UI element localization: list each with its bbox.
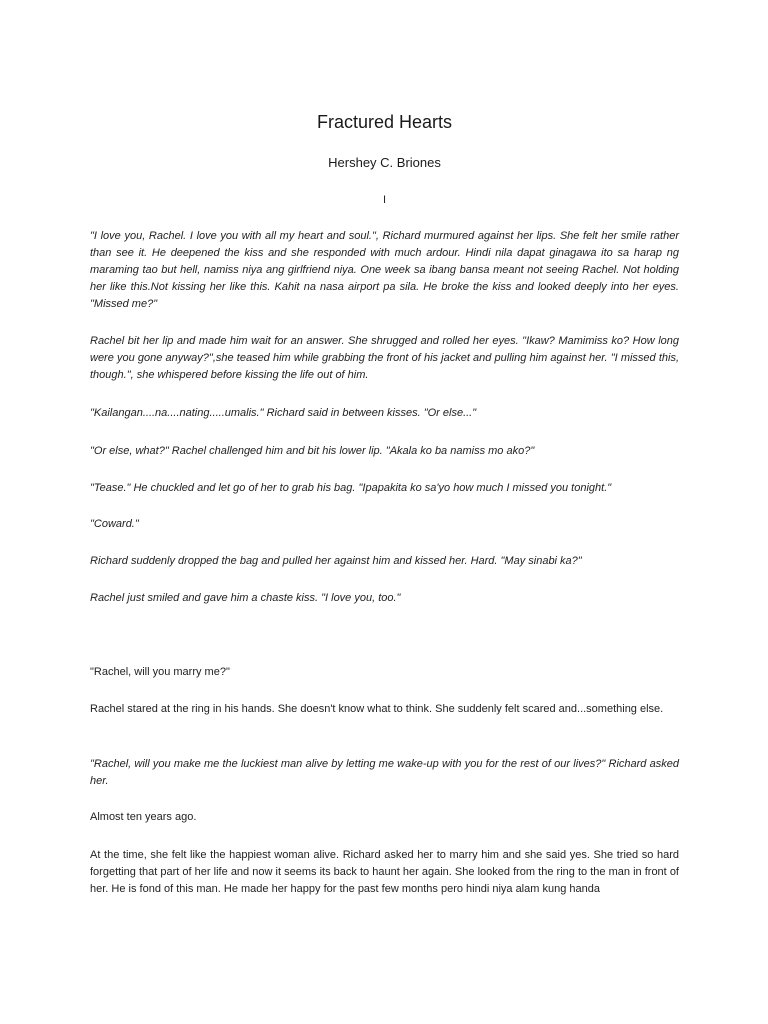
paragraph: At the time, she felt like the happiest woman alive. Richard asked her to marry him and she said yes. She tried so hard forgetting that part of her life and now it seems its back to haunt her again. She looked from the ring to the man in front of her. He is fond of this man. He made her happy for the past few months pero hindi niya alam kung handa xyxy=(90,849,679,895)
document-author: Hershey C. Briones xyxy=(328,155,441,170)
paragraph: "Coward." xyxy=(90,518,139,530)
paragraph: "Tease." He chuckled and let go of her to grab his bag. "Ipapakita ko sa'yo how much I missed you tonight." xyxy=(90,482,612,494)
paragraph: Almost ten years ago. xyxy=(90,811,197,823)
paragraph: Richard suddenly dropped the bag and pulled her against him and kissed her. Hard. "May sinabi ka?" xyxy=(90,555,582,567)
paragraph: "Rachel, will you marry me?" xyxy=(90,666,230,678)
paragraph: Rachel just smiled and gave him a chaste kiss. "I love you, too." xyxy=(90,592,401,604)
paragraph: "Kailangan....na....nating.....umalis." Richard said in between kisses. "Or else..." xyxy=(90,407,477,419)
paragraph: Rachel stared at the ring in his hands. She doesn't know what to think. She suddenly felt scared and...something else. xyxy=(90,703,664,715)
chapter-number: I xyxy=(382,194,387,206)
paragraph: "Or else, what?" Rachel challenged him and bit his lower lip. "Akala ko ba namiss mo ako?" xyxy=(90,445,535,457)
paragraph: "I love you, Rachel. I love you with all my heart and soul.", Richard murmured against her lips. She felt her smile rather than see it. He deepened the kiss and she responded with much ardour. Hindi nila dapat ginagawa ito sa harap ng maraming tao but hell, namiss niya ang girlfriend niya. One week sa ibang bansa meant not seeing Rachel. Not holding her like this.Not kissing her like this. Kahit na nasa airport pa sila. He broke the kiss and looked deeply into her eyes. "Missed me?" xyxy=(90,230,679,310)
paragraph: Rachel bit her lip and made him wait for an answer. She shrugged and rolled her eyes. "Ikaw? Mamimiss ko? How long were you gone anyway?",she teased him while grabbing the front of his jacket and pulling him against her. "I missed this, though.", she whispered before kissing the life out of him. xyxy=(90,335,679,381)
paragraph: "Rachel, will you make me the luckiest man alive by letting me wake-up with you for the rest of our lives?" Richard asked her. xyxy=(90,758,679,787)
document-title: Fractured Hearts xyxy=(316,112,453,132)
